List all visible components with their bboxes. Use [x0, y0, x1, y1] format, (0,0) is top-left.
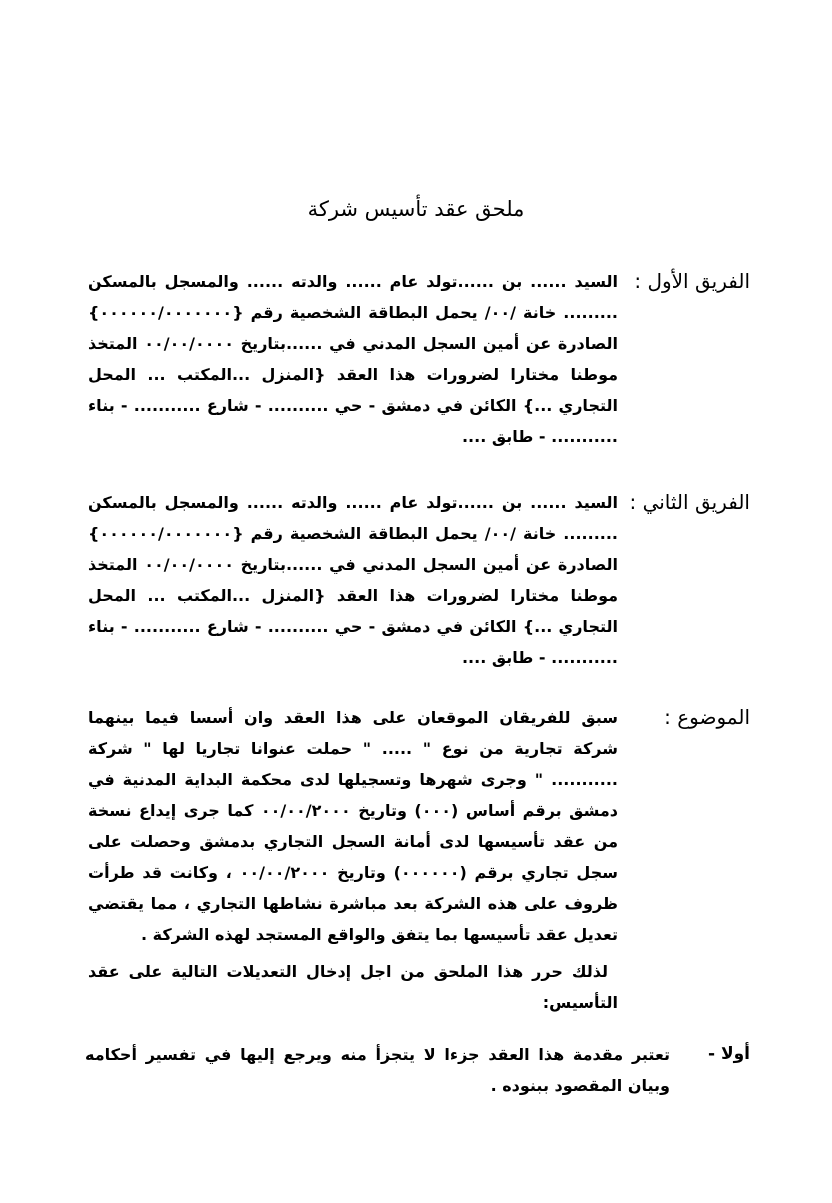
- subject-paragraph-1: سبق للفريقان الموقعان على هذا العقد وان أسسا فيما بينهما شركة تجارية من نوع " ..... " حملت عنوانا تجاريا لها " شركة ........... " وجرى شهرها وتسجيلها لدى محكمة البداية المدنية في دمشق برقم أساس (٠٠٠) وتاريخ ٠٠/٠٠/٢٠٠٠ كما جرى إيداع نسخة من عقد تأسيسها لدى أمانة السجل التجاري بدمشق وحصلت على سجل تجاري برقم (٠٠٠٠٠٠) وتاريخ ٠٠/٠٠/٢٠٠٠ ، وكانت قد طرأت ظروف على هذه الشركة بعد مباشرة نشاطها التجاري ، مما يقتضي تعديل عقد تأسيسها بما يتفق والواقع المستجد لهذه الشركة .: [88, 708, 618, 944]
- first-party-label: الفريق الأول :: [634, 269, 750, 293]
- second-party-label: الفريق الثاني :: [629, 490, 750, 514]
- subject-paragraph-2: لذلك حرر هذا الملحق من اجل إدخال التعديلات التالية على عقد التأسيس:: [88, 962, 618, 1012]
- subject-label: الموضوع :: [664, 705, 750, 729]
- first-party-section: [82, 266, 750, 476]
- first-article-text: [85, 1039, 670, 1101]
- document-title: ملحق عقد تأسيس شركة: [307, 197, 525, 221]
- first-party-paragraph: السيد ...... بن ......تولد عام ...... والدته ...... والمسجل بالمسكن ......... خانة /٠٠/ يحمل البطاقة الشخصية رقم {٠٠٠٠٠٠/٠٠٠٠٠٠٠} الصادرة عن أمين السجل المدني في ......بتاريخ ٠٠/٠٠/٠٠٠٠ المتخذ موطنا مختارا لضرورات هذا العقد {المنزل ...المكتب ... المحل التجاري ...} الكائن في دمشق - حي .......... - شارع ........... - بناء ........... - طابق ....: [88, 272, 619, 446]
- second-party-paragraph: السيد ...... بن ......تولد عام ...... والدته ...... والمسجل بالمسكن ......... خانة /٠٠/ يحمل البطاقة الشخصية رقم {٠٠٠٠٠٠/٠٠٠٠٠٠٠} الصادرة عن أمين السجل المدني في ......بتاريخ ٠٠/٠٠/٠٠٠٠ المتخذ موطنا مختارا لضرورات هذا العقد {المنزل ...المكتب ... المحل التجاري ...} الكائن في دمشق - حي .......... - شارع ........... - بناء ........... - طابق ....: [88, 493, 619, 667]
- second-party-section: [82, 487, 750, 687]
- first-article-label: أولا -: [707, 1044, 750, 1064]
- second-party-text: [88, 487, 618, 673]
- subject-section: [82, 702, 750, 1022]
- subject-text: [88, 702, 618, 1018]
- first-article-paragraph: تعتبر مقدمة هذا العقد جزءا لا يتجزأ منه ويرجع إليها في تفسير أحكامه وبيان المقصود ببنوده .: [85, 1045, 670, 1095]
- first-party-text: [88, 266, 618, 452]
- first-article-section: [82, 1039, 750, 1099]
